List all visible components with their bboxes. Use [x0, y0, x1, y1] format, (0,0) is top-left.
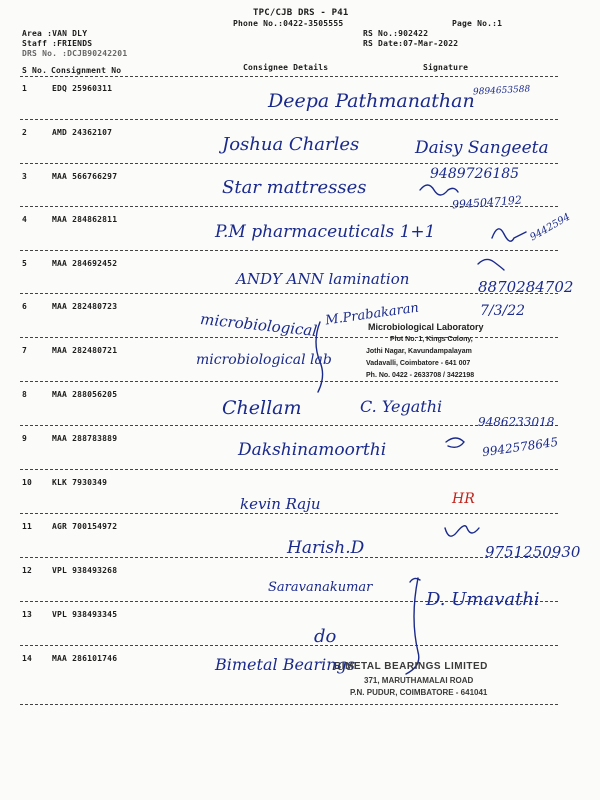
handwritten-signature: Daisy Sangeeta [415, 138, 549, 158]
lab-stamp-line: Microbiological Laboratory [368, 322, 484, 332]
col-consignment: Consignment No [51, 66, 122, 75]
handwritten-consignee: Harish.D [287, 538, 365, 558]
handwritten-consignee: M.Prabakaran [324, 300, 420, 329]
handwritten-consignee: Chellam [222, 397, 302, 419]
row-sno: 5 [22, 259, 28, 268]
row-consignment: MAA 288056205 [52, 390, 118, 399]
row-consignment: MAA 282480721 [52, 346, 118, 355]
row-consignment: MAA 284692452 [52, 259, 118, 268]
row-sno: 14 [22, 654, 33, 663]
row-sno: 12 [22, 566, 33, 575]
handwritten-consignee: Dakshinamoorthi [238, 440, 387, 460]
row-consignment: VPL 938493345 [52, 610, 118, 619]
staff-field: Staff :FRIENDS [22, 39, 93, 48]
row-sno: 3 [22, 172, 28, 181]
handwritten-phone: 9894653588 [472, 84, 531, 98]
handwritten-consignee: microbiological [199, 309, 319, 341]
lab-stamp-line: Ph. No. 0422 - 2633708 / 3422198 [366, 372, 475, 379]
handwritten-signature: C. Yegathi [360, 397, 443, 416]
handwritten-phone: 9942578645 [481, 434, 559, 460]
handwritten-phone: 9442594 [528, 211, 573, 244]
row-consignment: KLK 7930349 [52, 478, 108, 487]
handwritten-phone: 9486233018 [478, 415, 555, 429]
company-stamp-line: BIMETAL BEARINGS LIMITED [334, 661, 488, 672]
drs-title: TPC/CJB DRS - P41 [253, 8, 349, 18]
page-number: Page No.:1 [452, 19, 503, 28]
handwritten-consignee: kevin Raju [240, 495, 321, 513]
row-consignment: EDQ 25960311 [52, 84, 113, 93]
drs-number: DRS No. :DCJB90242201 [22, 49, 128, 58]
row-sno: 13 [22, 610, 33, 619]
handwritten-phone: 9945047192 [451, 193, 523, 212]
row-consignment: VPL 938493268 [52, 566, 118, 575]
col-consignee: Consignee Details [243, 63, 329, 72]
lab-stamp-line: Jothi Nagar, Kavundampalayam [366, 348, 472, 355]
row-sno: 2 [22, 128, 28, 137]
handwritten-phone: 9489726185 [430, 166, 520, 182]
handwritten-consignee: microbiological lab [196, 352, 332, 368]
row-consignment: MAA 282480723 [52, 302, 118, 311]
rs-number: RS No.:902422 [363, 29, 429, 38]
handwritten-consignee: Saravanakumar [268, 580, 373, 595]
handwritten-signature: D. Umavathi [426, 589, 540, 610]
row-sno: 9 [22, 434, 28, 443]
row-sno: 4 [22, 215, 28, 224]
row-consignment: AGR 700154972 [52, 522, 118, 531]
row-consignment: AMD 24362107 [52, 128, 113, 137]
col-signature: Signature [423, 63, 469, 72]
row-sno: 7 [22, 346, 28, 355]
row-consignment: MAA 286101746 [52, 654, 118, 663]
row-sno: 11 [22, 522, 33, 531]
row-sno: 8 [22, 390, 28, 399]
row-sno: 1 [22, 84, 28, 93]
handwritten-consignee: Bimetal Bearings [215, 655, 355, 674]
handwritten-consignee: do [314, 626, 337, 647]
handwritten-consignee: Deepa Pathmanathan [268, 90, 475, 112]
row-consignment: MAA 566766297 [52, 172, 118, 181]
row-sno: 6 [22, 302, 28, 311]
rs-date: RS Date:07-Mar-2022 [363, 39, 459, 48]
handwritten-consignee: Joshua Charles [222, 134, 360, 155]
handwritten-phone: 8870284702 [478, 278, 574, 296]
handwritten-consignee: Star mattresses [222, 177, 367, 198]
phone-number: Phone No.:0422-3505555 [233, 19, 344, 28]
lab-stamp-line: Vadavalli, Coimbatore - 641 007 [366, 360, 471, 367]
handwritten-phone: 9751250930 [485, 543, 581, 561]
row-consignment: MAA 284862811 [52, 215, 118, 224]
handwritten-mark: HR [452, 491, 475, 507]
lab-stamp-line: Plot No. 1, Kings Colony, [390, 336, 473, 343]
handwritten-consignee: P.M pharmaceuticals 1+1 [215, 222, 436, 242]
company-stamp-line: P.N. PUDUR, COIMBATORE - 641041 [350, 688, 488, 697]
area-field: Area :VAN DLY [22, 29, 88, 38]
row-sno: 10 [22, 478, 33, 487]
company-stamp-line: 371, MARUTHAMALAI ROAD [364, 676, 474, 685]
row-consignment: MAA 288783889 [52, 434, 118, 443]
col-sno: S No. [22, 66, 48, 75]
handwritten-date: 7/3/22 [480, 303, 526, 319]
handwritten-consignee: ANDY ANN lamination [236, 270, 410, 288]
